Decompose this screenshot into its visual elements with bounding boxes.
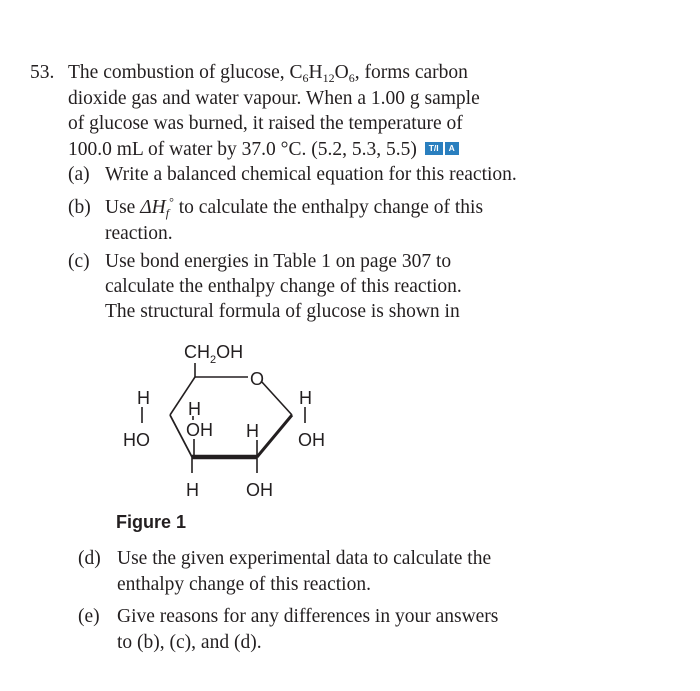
part-text-segment: Use: [105, 197, 141, 218]
ring-bond-upper-right: [261, 381, 292, 415]
question-stem: [68, 60, 668, 162]
ho-left-label: HO: [123, 430, 150, 450]
delta-h-subscript: f: [165, 206, 170, 220]
formula-o: O: [334, 62, 349, 83]
part-text-line-2: enthalpy change of this reaction.: [117, 574, 371, 595]
delta-h: ΔH: [140, 197, 166, 218]
part-text-line-1: Use the given experimental data to calculate the: [117, 548, 492, 569]
oh-right-label: OH: [298, 430, 325, 450]
part-label: (e): [78, 606, 100, 627]
stem-text: 100.0 mL of water by 37.0 °C. (5.2, 5.3, 5.5): [68, 138, 417, 160]
part-text-line-1: Use bond energies in Table 1 on page 307 to: [105, 251, 452, 272]
part-e: [78, 604, 678, 656]
part-text-line-2: to (b), (c), and (d).: [117, 632, 262, 653]
h-c3-label: H: [246, 421, 259, 441]
figure-caption: Figure 1: [116, 512, 187, 532]
part-text: [105, 195, 483, 221]
question-number: 53.: [30, 62, 55, 83]
ring-bond-lower-right: [257, 415, 292, 457]
application-badge: A: [445, 142, 459, 155]
ch2oh-label: $CH_2OH$: [184, 342, 244, 366]
part-text-line-2: reaction.: [105, 223, 173, 244]
part-text-segment: to calculate the enthalpy change of this: [173, 197, 484, 218]
oh-bottom-label: OH: [246, 480, 273, 500]
h-right-label: H: [299, 388, 312, 408]
thinking-inquiry-badge: T/I: [425, 142, 443, 155]
delta-h-symbol: [140, 197, 174, 218]
stem-line-3: of glucose was burned, it raised the temperature of: [68, 113, 463, 134]
stem-line-2: dioxide gas and water vapour. When a 1.00 g sample: [68, 87, 480, 109]
part-d: [78, 546, 678, 598]
oh-c4-label: OH: [186, 420, 213, 440]
formula-o-subscript: 6: [348, 71, 355, 85]
part-label: (c): [68, 251, 90, 272]
glucose-structure-figure: [110, 336, 350, 506]
part-label: (b): [68, 197, 91, 218]
ring-oxygen-label: O: [250, 369, 265, 389]
part-c: [68, 249, 668, 327]
stem-text: , forms carbon: [354, 62, 468, 83]
formula-c-subscript: 6: [302, 71, 309, 85]
part-text-line-3: The structural formula of glucose is shown in: [105, 301, 460, 322]
part-text-line-2: calculate the enthalpy change of this reaction.: [105, 276, 462, 297]
part-text: Write a balanced chemical equation for this reaction.: [105, 164, 517, 185]
stem-text: The combustion of glucose, C: [68, 62, 303, 83]
stem-line-1: [68, 60, 668, 86]
h-left-label: H: [137, 388, 150, 408]
h-bottom-label: H: [186, 480, 199, 500]
stem-line-4: [68, 137, 668, 163]
part-label: (a): [68, 164, 90, 185]
part-label: (d): [78, 548, 101, 569]
formula-h: H: [308, 62, 323, 83]
h-c4-label: H: [188, 399, 201, 419]
part-b: [68, 195, 668, 247]
part-text-line-1: Give reasons for any differences in your answers: [117, 606, 499, 627]
delta-h-superscript: °: [169, 195, 174, 209]
formula-h-subscript: 12: [322, 71, 335, 85]
